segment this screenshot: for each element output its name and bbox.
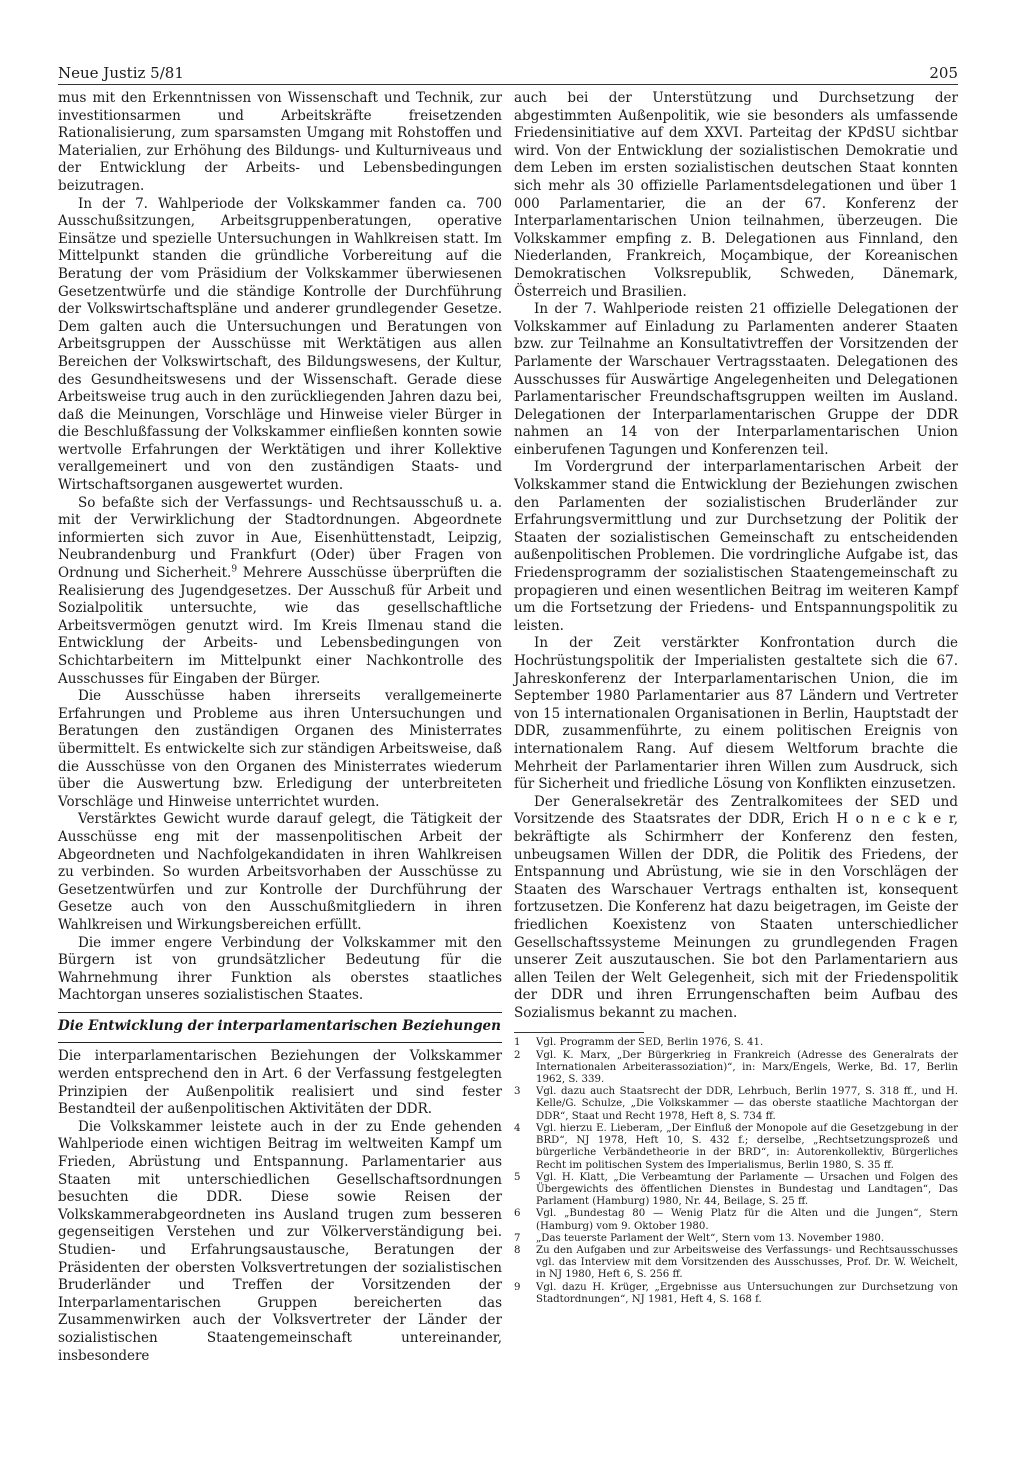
footnote-text: Vgl. hierzu E. Lieberam, „Der Einfluß der Monopole auf die Gesetzgebung in der BRD“, NJ 1978, Heft 10, S. 432 f.; derselbe, „Rechtsetzungsprozeß und bürgerliche Verbändetheorie in der BRD“, in: Autorenkollektiv, Bürgerliches Recht im politischen System des Imperialismus, Berlin 1980, S. 35 ff. <box>536 1122 958 1171</box>
paragraph: Im Vordergrund der interparlamentarischen Arbeit der Volkskammer stand die Entwicklung der Beziehungen zwischen den Parlamenten der sozialistischen Bruderländer zur Erfahrungsvermittlung und zur Durchsetzung der Politik der Staaten der sozialistischen Gemeinschaft zu entscheidenden außenpolitischen Problemen. Die vordringliche Aufgabe ist, das Friedensprogramm der sozialistischen Staatengemeinschaft zu propagieren und einen wesentlichen Beitrag im weiteren Kampf um die Fortsetzung der Friedens- und Entspannungspolitik zu leisten. <box>514 459 958 634</box>
paragraph-text: So befaßte sich der Verfassungs- und Rechtsausschuß u. a. mit der Verwirklichung der Stadtordnungen. Abgeordnete informierten sich zuvor in Aue, Eisenhüttenstadt, Leipzig, Neubrandenburg und Frankfurt (Oder) über Fragen von Ordnung und Sicherheit. <box>58 494 502 582</box>
page-header <box>58 64 958 86</box>
journal-issue: Neue Justiz 5/81 <box>58 64 184 82</box>
paragraph: Der Generalsekretär des Zentralkomitees der SED und Vorsitzende des Staatsrates der DDR, Erich H o n e c k e r, bekräftigte als Schirmherr der Konferenz den festen, unbeugsamen Willen der DDR, die Politik des Friedens, der Entspannung und Abrüstung, wie sie in den Vorschlägen der Staaten des Warschauer Vertrags enthalten ist, konsequent fortzusetzen. Die Konferenz hat dazu beigetragen, im Geiste der friedlichen Koexistenz von Staaten unterschiedlicher Gesellschaftssysteme Meinungen zu grundlegenden Fragen unserer Zeit auszutauschen. Sie bot den Parlamentariern aus allen Teilen der Welt Gelegenheit, sich mit der Friedenspolitik der DDR und ihren Errungenschaften beim Aufbau des Sozialismus bekannt zu machen. <box>514 793 958 1021</box>
paragraph: In der 7. Wahlperiode reisten 21 offizielle Delegationen der Volkskammer auf Einladung zu Parlamenten anderer Staaten bzw. zur Teilnahme an Konsultativtreffen der Vorsitzenden der Parlamente der Warschauer Vertragsstaaten. Delegationen des Ausschusses für Auswärtige Angelegenheiten und Delegationen Parlamentarischer Freundschaftsgruppen weilten im Ausland. Delegationen der Interparlamentarischen Gruppe der DDR nahmen an 14 von der Interparlamentarischen Union einberufenen Tagungen und Konferenzen teil. <box>514 301 958 458</box>
page-number: 205 <box>929 64 958 82</box>
footnote-number: 5 <box>514 1171 521 1183</box>
footnote <box>514 1123 958 1172</box>
footnote-marker: 9 <box>231 564 238 575</box>
paragraph: auch bei der Unterstützung und Durchsetzung der abgestimmten Außenpolitik, wie sie besonders als umfassende Friedensinitiative auf dem XXVI. Parteitag der KPdSU sichtbar wird. Von der Entwicklung der sozialistischen Demokratie und dem Leben im ersten sozialistischen deutschen Staat konnten sich mehr als 30 offizielle Parlamentsdelegationen und über 1 000 Parlamentarier, die an der 67. Konferenz der Interparlamentarischen Union teilnahmen, überzeugen. Die Volkskammer empfing z. B. Delegationen aus Finnland, den Niederlanden, Frankreich, Moçambique, der Koreanischen Demokratischen Volksrepublik, Schweden, Dänemark, Österreich und Brasilien. <box>514 90 958 300</box>
footnote-number: 6 <box>514 1208 521 1220</box>
section-heading: Die Entwicklung der interparlamentarischen Beziehungen <box>58 1017 501 1034</box>
footnote <box>514 1282 958 1306</box>
footnote-number: 2 <box>514 1049 521 1061</box>
paragraph: In der 7. Wahlperiode der Volkskammer fanden ca. 700 Ausschußsitzungen, Arbeitsgruppenberatungen, operative Einsätze und spezielle Untersuchungen in Wahlkreisen statt. Im Mittelpunkt standen die gründliche Vorbereitung auf die Beratung der vom Präsidium der Volkskammer überwiesenen Gesetzentwürfe und die ständige Kontrolle der Durchführung der Volkswirtschaftspläne und anderer grundlegender Gesetze. Dem galten auch die Untersuchungen und Beratungen von Arbeitsgruppen der Ausschüsse mit Werktätigen aus allen Bereichen der Volkswirtschaft, des Bildungswesens, der Kultur, des Gesundheitswesens und der Wissenschaft. Gerade diese Arbeitsweise trug auch in den zurückliegenden Jahren dazu bei, daß die Meinungen, Vorschläge und Hinweise vieler Bürger in die Beschlußfassung der Volkskammer einfließen konnten sowie wertvolle Erfahrungen der Werktätigen und ihrer Kollektive verallgemeinert und von den zuständigen Staats- und Wirtschaftsorganen ausgewertet wurden. <box>58 195 502 494</box>
left-column <box>58 90 502 1365</box>
footnote <box>514 1037 958 1049</box>
footnote-text: Vgl. dazu H. Krüger, „Ergebnisse aus Untersuchungen zur Durchsetzung von Stadtordnungen“, NJ 1981, Heft 4, S. 168 f. <box>536 1281 958 1305</box>
footnote-text: „Das teuerste Parlament der Welt“, Stern vom 13. November 1980. <box>536 1232 885 1244</box>
footnote-number: 9 <box>514 1281 521 1293</box>
paragraph: In der Zeit verstärkter Konfrontation durch die Hochrüstungspolitik der Imperialisten gestaltete sich die 67. Jahreskonferenz der Interparlamentarischen Union, die im September 1980 Parlamentarier aus 87 Ländern und Vertreter von 15 internationalen Organisationen in Berlin, Hauptstadt der DDR, zusammenführte, zu einem politischen Ereignis von internationalem Rang. Auf diesem Weltforum brachte die Mehrheit der Parlamentarier ihren Willen zum Ausdruck, sich für Sicherheit und friedliche Lösung von Konflikten einzusetzen. <box>514 635 958 793</box>
footnote <box>514 1245 958 1282</box>
footnote-number: 1 <box>514 1037 521 1049</box>
paragraph: Die immer engere Verbindung der Volkskammer mit den Bürgern ist von grundsätzlicher Bedeutung für die Wahrnehmung ihrer Funktion als oberstes staatliches Machtorgan unseres sozialistischen Staates. <box>58 934 502 1004</box>
footnote-text: Vgl. H. Klatt, „Die Verbeamtung der Parlamente — Ursachen und Folgen des Übergewichts des öffentlichen Dienstes in Bundestag und Landtagen“, Das Parlament (Hamburg) 1980, Nr. 44, Beilage, S. 25 ff. <box>536 1171 958 1208</box>
footnote-text: Vgl. K. Marx, „Der Bürgerkrieg in Frankreich (Adresse des Generalrats der Internationalen Arbeiterassoziation)“, in: Marx/Engels, Werke, Bd. 17, Berlin 1962, S. 339. <box>536 1049 958 1086</box>
footnote <box>514 1172 958 1209</box>
footnote-number: 3 <box>514 1086 521 1098</box>
footnote-number: 4 <box>514 1122 521 1134</box>
paragraph: Die Ausschüsse haben ihrerseits verallgemeinerte Erfahrungen und Probleme aus ihren Untersuchungen und Beratungen den zuständigen Organen des Ministerrates übermittelt. Es entwickelte sich zur ständigen Arbeitsweise, daß die Ausschüsse von den Organen des Ministerrates wiederum über die Auswertung bzw. Erledigung der unterbreiteten Vorschläge und Hinweise unterrichtet wurden. <box>58 688 502 810</box>
footnote-text: Vgl. dazu auch Staatsrecht der DDR, Lehrbuch, Berlin 1977, S. 318 ff., und H. Kelle/G. Schulze, „Die Volkskammer — das oberste staatliche Machtorgan der DDR“, Staat und Recht 1978, Heft 8, S. 734 ff. <box>536 1086 958 1122</box>
header-rule <box>58 84 958 85</box>
paragraph <box>58 495 502 689</box>
footnote-text: Vgl. „Bundestag 80 — Wenig Platz für die Alten und die Jungen“, Stern (Hamburg) vom 9. Oktober 1980. <box>536 1208 958 1232</box>
paragraph-text: Mehrere Ausschüsse überprüften die Realisierung des Jugendgesetzes. Der Ausschuß für Arbeit und Sozialpolitik untersuchte, wie das gesellschaftliche Arbeitsvermögen genutzt wird. Im Kreis Ilmenau stand die Entwicklung der Arbeits- und Lebensbedingungen von Schichtarbeitern im Mittelpunkt einer Nachkontrolle des Ausschusses für Eingaben der Bürger. <box>58 565 503 687</box>
footnote-number: 7 <box>514 1232 521 1244</box>
footnote-number: 8 <box>514 1244 521 1256</box>
paragraph: Verstärktes Gewicht wurde darauf gelegt, die Tätigkeit der Ausschüsse eng mit der massenpolitischen Arbeit der Abgeordneten und Nachfolgekandidaten in ihren Wahlkreisen zu verbinden. So wurden Arbeitsvorhaben der Ausschüsse zu Gesetzentwürfen und zur Kontrolle der Durchführung der Gesetze auch von den Ausschußmitgliedern in ihren Wahlkreisen und Wirkungsbereichen erfüllt. <box>58 811 502 933</box>
paragraph: mus mit den Erkenntnissen von Wissenschaft und Technik, zur investitionsarmen und Arbeitskräfte freisetzenden Rationalisierung, zum sparsamsten Umgang mit Rohstoffen und Materialien, zur Erhöhung des Bildungs- und Kulturniveaus und der Entwicklung der Arbeits- und Lebensbedingungen beizutragen. <box>58 90 502 194</box>
footnote <box>514 1208 958 1232</box>
footnote <box>514 1086 958 1123</box>
right-column <box>514 90 958 1306</box>
paragraph: Die Volkskammer leistete auch in der zu Ende gehenden Wahlperiode einen wichtigen Beitrag im weltweiten Kampf um Frieden, Abrüstung und Entspannung. Parlamentarier aus Staaten mit unterschiedlichen Gesellschaftsordnungen besuchten die DDR. Diese sowie Reisen der Volkskammerabgeordneten ins Ausland trugen zum besseren gegenseitigen Verstehen und zur Völkerverständigung bei. Studien- und Erfahrungsaustausche, Beratungen der Präsidenten der obersten Volksvertretungen der sozialistischen Bruderländer und Treffen der Vorsitzenden der Interparlamentarischen Gruppen bereicherten das Zusammenwirken auch der Volksvertreter der Länder der sozialistischen Staatengemeinschaft untereinander, insbesondere <box>58 1118 502 1364</box>
footnote <box>514 1233 958 1245</box>
paragraph: Die interparlamentarischen Beziehungen der Volkskammer werden entsprechend den in Art. 6 der Verfassung festgelegten Prinzipien der Außenpolitik realisiert und sind fester Bestandteil der außenpolitischen Aktivitäten der DDR. <box>58 1048 502 1118</box>
footnotes <box>514 1037 958 1305</box>
footnote <box>514 1050 958 1087</box>
footnote-text: Vgl. Programm der SED, Berlin 1976, S. 41. <box>536 1037 764 1049</box>
section-rule-top <box>58 1012 502 1013</box>
section-rule-bottom <box>58 1042 502 1043</box>
footnote-rule <box>514 1032 644 1033</box>
footnote-text: Zu den Aufgaben und zur Arbeitsweise des Verfassungs- und Rechtsausschusses vgl. das Interview mit dem Vorsitzenden des Ausschusses, Prof. Dr. W. Weichelt, in NJ 1980, Heft 6, S. 256 ff. <box>536 1244 958 1281</box>
